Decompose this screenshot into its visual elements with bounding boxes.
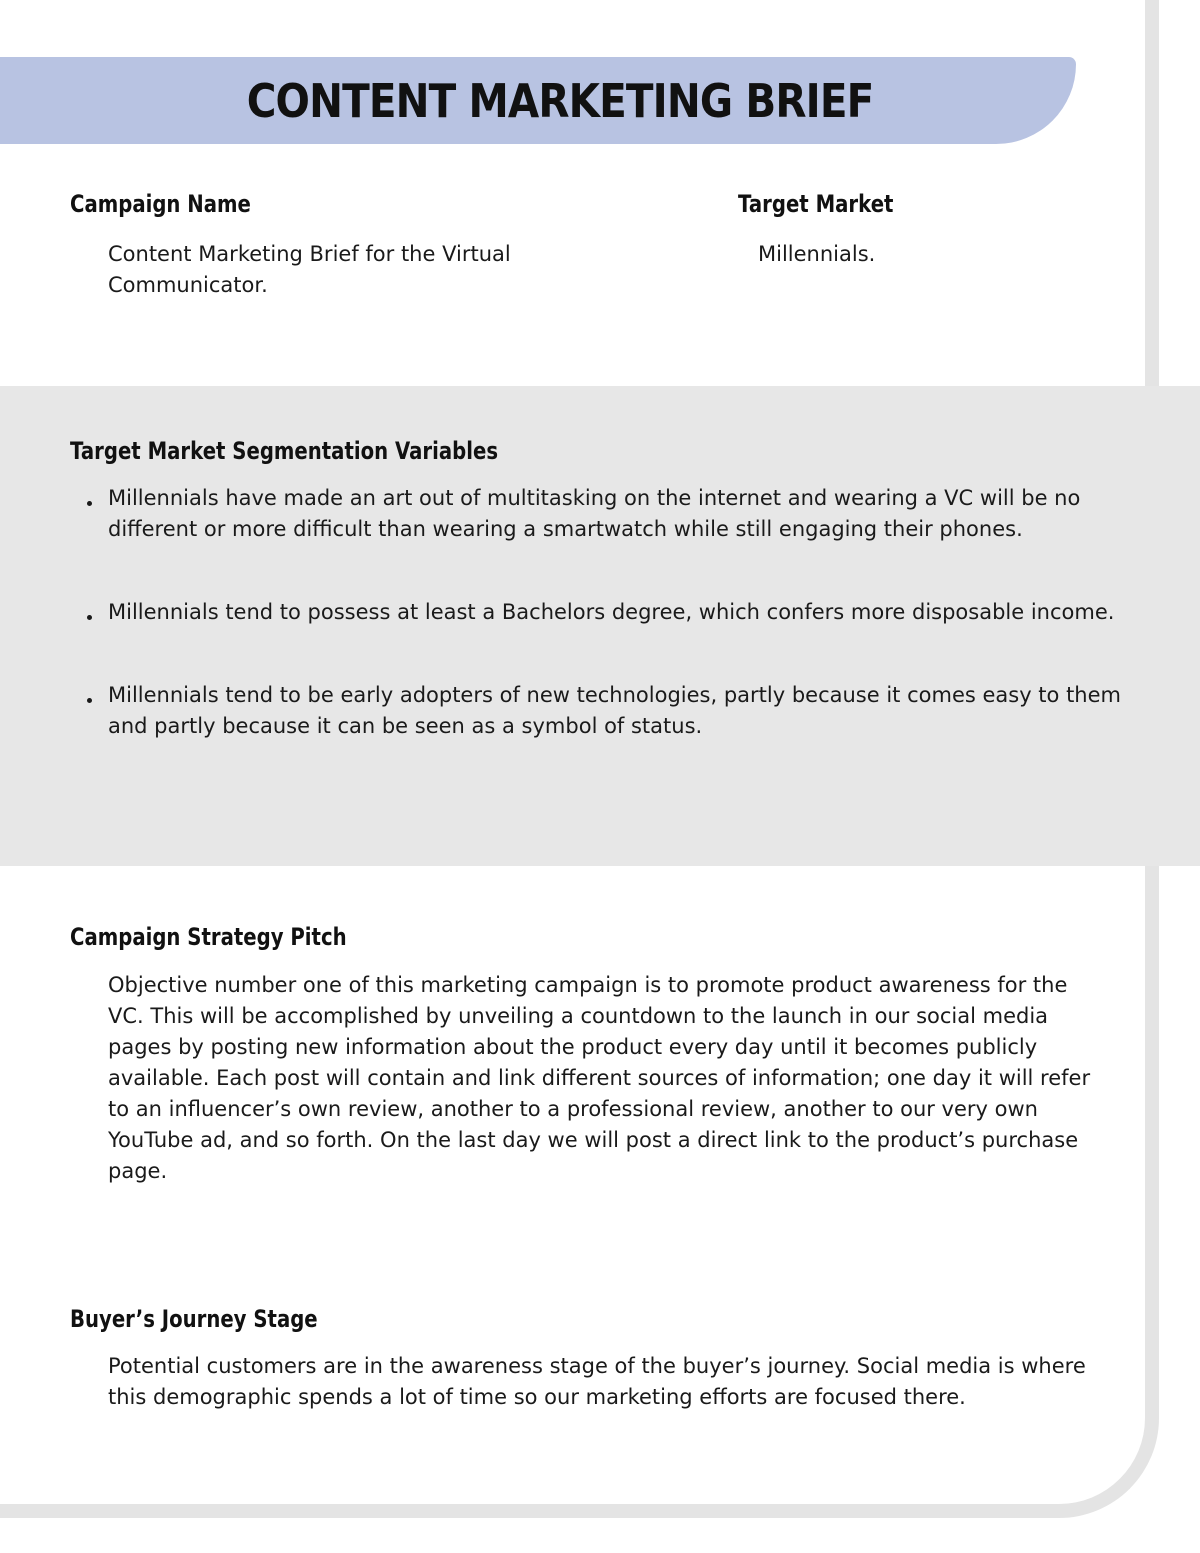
segmentation-heading: Target Market Segmentation Variables — [70, 437, 499, 465]
list-item — [70, 483, 1130, 545]
page-title: CONTENT MARKETING BRIEF — [247, 73, 874, 128]
list-item-text: Millennials tend to possess at least a Bachelors degree, which confers more disposable income. — [108, 600, 1115, 624]
bullet-icon — [87, 698, 92, 703]
segmentation-list — [70, 483, 1130, 794]
target-market-value: Millennials. — [758, 242, 876, 266]
list-item-text: Millennials tend to be early adopters of new technologies, partly because it comes easy to them and partly because it can be seen as a symbol of status. — [108, 683, 1121, 738]
campaign-name-value: Content Marketing Brief for the Virtual Communicator. — [108, 242, 511, 297]
list-item — [70, 597, 1130, 628]
campaign-name-heading: Campaign Name — [70, 190, 251, 218]
strategy-heading: Campaign Strategy Pitch — [70, 923, 347, 951]
list-item-text: Millennials have made an art out of multitasking on the internet and wearing a VC will be no different or more difficult than wearing a smartwatch while still engaging their phones. — [108, 486, 1081, 541]
strategy-text: Objective number one of this marketing campaign is to promote product awareness for the VC. This will be accomplished by unveiling a countdown to the launch in our social media pages by posting new information about the product every day until it becomes publicly available. Each post will contain and link different sources of information; one day it will refer to an influencer’s own review, another to a professional review, another to our very own YouTube ad, and so forth. On the last day we will post a direct link to the product’s purchase page. — [108, 973, 1091, 1183]
target-market-heading: Target Market — [738, 190, 894, 218]
bullet-icon — [87, 501, 92, 506]
list-item — [70, 680, 1130, 742]
title-banner — [0, 57, 1076, 144]
journey-text: Potential customers are in the awareness stage of the buyer’s journey. Social media is where this demographic spends a lot of time so our marketing efforts are focused there. — [108, 1354, 1086, 1409]
journey-heading: Buyer’s Journey Stage — [70, 1305, 318, 1333]
bullet-icon — [87, 615, 92, 620]
